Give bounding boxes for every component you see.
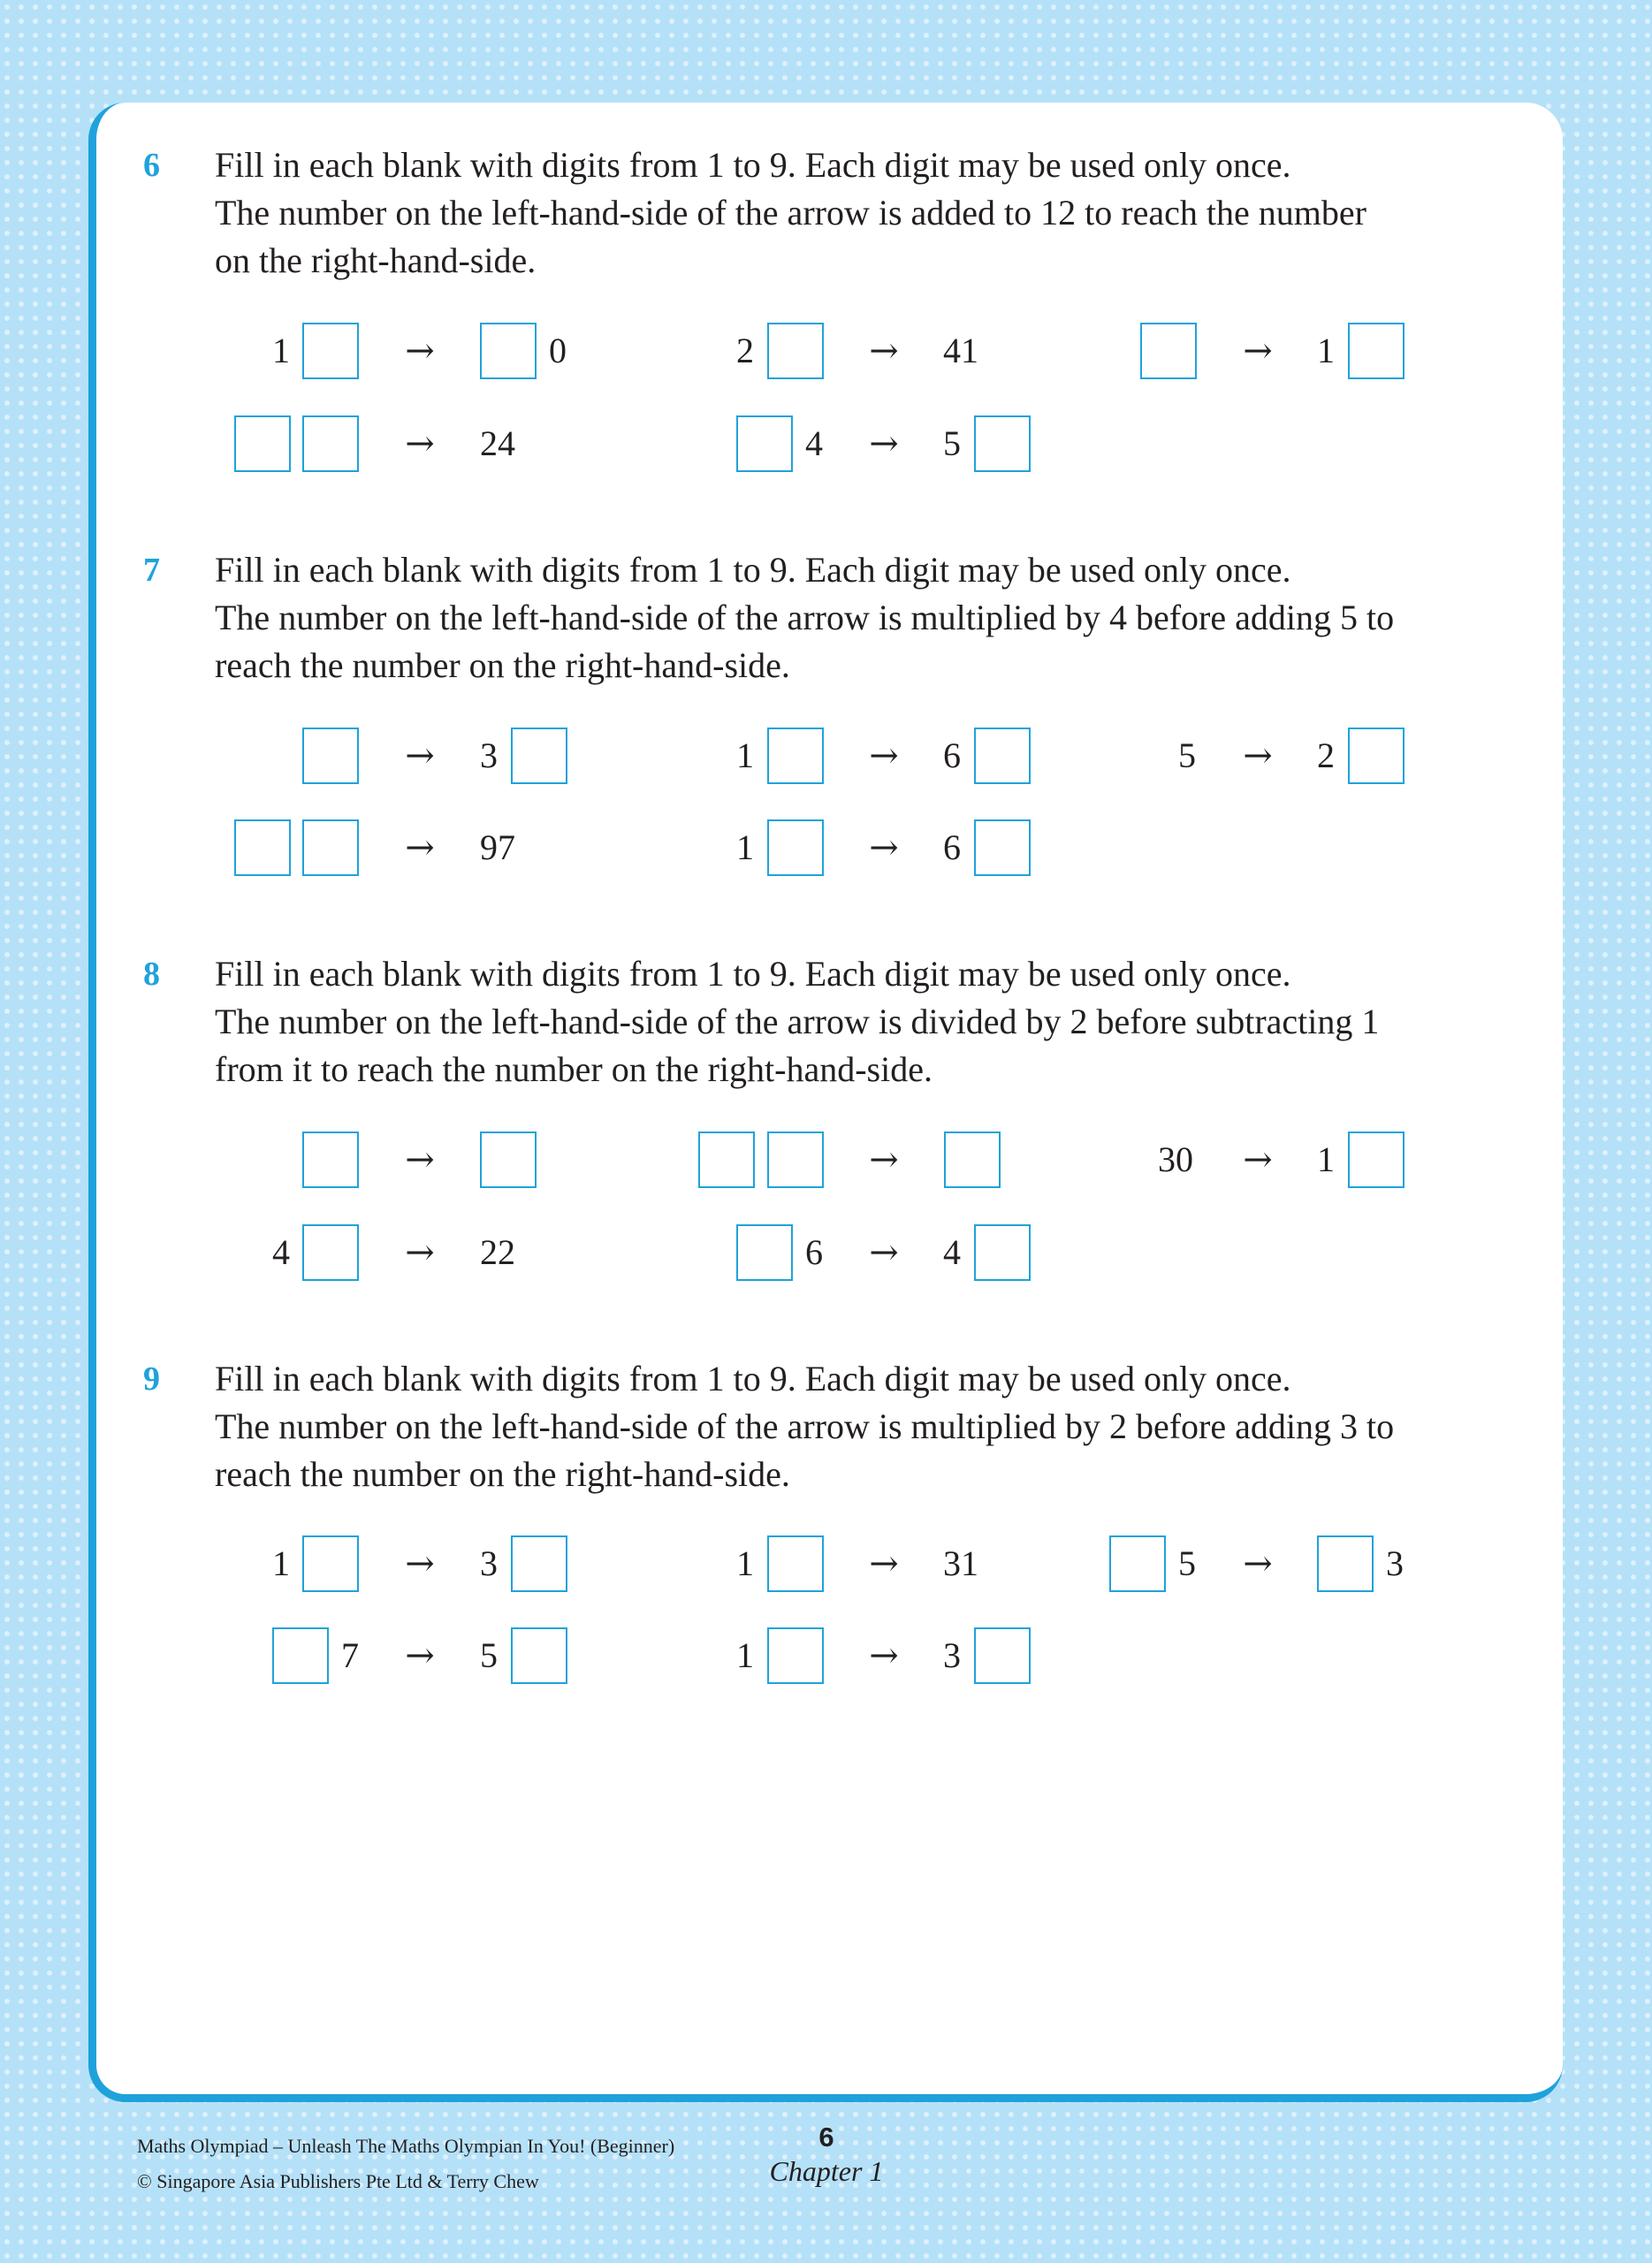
page-number: 6 — [818, 2122, 834, 2153]
arrow-icon: → — [405, 1635, 435, 1676]
digit-text: 1 — [1317, 331, 1335, 370]
question-line: reach the number on the right-hand-side. — [215, 645, 790, 685]
question-text — [215, 141, 1532, 285]
arrow-icon: → — [869, 735, 899, 776]
digit-text: 22 — [480, 1232, 515, 1272]
question-text — [215, 1355, 1532, 1498]
digit-text: 1 — [736, 1635, 754, 1675]
digit-text: 0 — [549, 331, 567, 370]
answer-box[interactable] — [974, 728, 1031, 784]
arrow-icon: → — [869, 1232, 899, 1273]
digit-text: 1 — [736, 735, 754, 775]
digit-text: 4 — [943, 1232, 961, 1272]
arrow-icon: → — [405, 1543, 435, 1584]
answer-box[interactable] — [480, 323, 537, 379]
arrow-icon: → — [869, 1543, 899, 1584]
answer-box[interactable] — [974, 415, 1031, 472]
arrow-icon: → — [1243, 1543, 1273, 1584]
digit-text: 3 — [480, 1543, 498, 1583]
arrow-icon: → — [405, 735, 435, 776]
question-text — [215, 950, 1532, 1093]
question-line: The number on the left-hand-side of the arrow is multiplied by 4 before adding 5 to — [215, 598, 1395, 637]
arrow-icon: → — [869, 827, 899, 868]
digit-text: 6 — [805, 1232, 823, 1272]
digit-text: 5 — [480, 1635, 498, 1675]
book-title: Maths Olympiad – Unleash The Maths Olympian In You! (Beginner) — [137, 2135, 675, 2157]
digit-text: 4 — [805, 423, 823, 463]
digit-text: 3 — [480, 735, 498, 775]
answer-box[interactable] — [302, 323, 359, 379]
arrow-icon: → — [405, 827, 435, 868]
answer-box[interactable] — [974, 1224, 1031, 1281]
answer-box[interactable] — [511, 728, 567, 784]
answer-box[interactable] — [736, 1224, 793, 1281]
answer-box[interactable] — [234, 819, 291, 876]
answer-box[interactable] — [302, 819, 359, 876]
answer-box[interactable] — [974, 819, 1031, 876]
arrow-icon: → — [869, 1139, 899, 1180]
question-text — [215, 546, 1532, 690]
answer-box[interactable] — [302, 728, 359, 784]
question-line: from it to reach the number on the right-hand-side. — [215, 1049, 933, 1089]
digit-text: 97 — [480, 827, 515, 867]
arrow-icon: → — [405, 1232, 435, 1273]
question-line: on the right-hand-side. — [215, 240, 537, 280]
arrow-icon: → — [405, 1139, 435, 1180]
answer-box[interactable] — [272, 1627, 329, 1684]
digit-text: 5 — [1178, 1543, 1196, 1583]
answer-box[interactable] — [974, 1627, 1031, 1684]
answer-box[interactable] — [511, 1627, 567, 1684]
answer-box[interactable] — [767, 819, 824, 876]
question-line: Fill in each blank with digits from 1 to 9. Each digit may be used only once. — [215, 1359, 1291, 1398]
answer-box[interactable] — [767, 323, 824, 379]
worksheet-card — [88, 103, 1563, 2102]
answer-box[interactable] — [302, 1535, 359, 1592]
arrow-icon: → — [1243, 331, 1273, 371]
answer-box[interactable] — [1140, 323, 1197, 379]
digit-text: 6 — [943, 827, 961, 867]
answer-box[interactable] — [767, 1535, 824, 1592]
digit-text: 41 — [943, 331, 978, 370]
digit-text: 3 — [943, 1635, 961, 1675]
answer-box[interactable] — [234, 415, 291, 472]
answer-box[interactable] — [1109, 1535, 1166, 1592]
arrow-icon: → — [1243, 1139, 1273, 1180]
answer-box[interactable] — [1348, 323, 1405, 379]
chapter-label: Chapter 1 — [769, 2155, 884, 2187]
question-number: 8 — [143, 956, 160, 993]
digit-text: 1 — [736, 1543, 754, 1583]
arrow-icon: → — [405, 331, 435, 371]
answer-box[interactable] — [767, 1132, 824, 1188]
question-line: The number on the left-hand-side of the arrow is multiplied by 2 before adding 3 to — [215, 1406, 1395, 1446]
question-line: Fill in each blank with digits from 1 to 9. Each digit may be used only once. — [215, 954, 1291, 994]
answer-box[interactable] — [480, 1132, 537, 1188]
copyright-text: © Singapore Asia Publishers Pte Ltd & Terry Chew — [137, 2170, 539, 2192]
answer-box[interactable] — [1317, 1535, 1374, 1592]
footer-credits — [137, 2129, 674, 2199]
answer-box[interactable] — [698, 1132, 755, 1188]
answer-box[interactable] — [767, 1627, 824, 1684]
question-line: Fill in each blank with digits from 1 to 9. Each digit may be used only once. — [215, 145, 1291, 185]
question-number: 9 — [143, 1360, 160, 1398]
arrow-icon: → — [405, 423, 435, 464]
answer-box[interactable] — [511, 1535, 567, 1592]
digit-text: 6 — [943, 735, 961, 775]
arrow-icon: → — [869, 1635, 899, 1676]
question-line: The number on the left-hand-side of the arrow is added to 12 to reach the number — [215, 193, 1367, 232]
question-line: The number on the left-hand-side of the arrow is divided by 2 before subtracting 1 — [215, 1002, 1380, 1041]
answer-box[interactable] — [767, 728, 824, 784]
answer-box[interactable] — [1348, 728, 1405, 784]
answer-box[interactable] — [302, 1224, 359, 1281]
digit-text: 1 — [736, 827, 754, 867]
answer-box[interactable] — [944, 1132, 1001, 1188]
digit-text: 5 — [1178, 735, 1196, 775]
digit-text: 30 — [1158, 1139, 1193, 1179]
digit-text: 5 — [943, 423, 961, 463]
answer-box[interactable] — [736, 415, 793, 472]
digit-text: 24 — [480, 423, 515, 463]
digit-text: 7 — [341, 1635, 359, 1675]
arrow-icon: → — [1243, 735, 1273, 776]
question-number: 6 — [143, 147, 160, 184]
digit-text: 2 — [736, 331, 754, 370]
digit-text: 31 — [943, 1543, 978, 1583]
arrow-icon: → — [869, 423, 899, 464]
question-number: 7 — [143, 552, 160, 589]
digit-text: 1 — [272, 1543, 290, 1583]
arrow-icon: → — [869, 331, 899, 371]
answer-box[interactable] — [302, 415, 359, 472]
digit-text: 2 — [1317, 735, 1335, 775]
digit-text: 1 — [1317, 1139, 1335, 1179]
digit-text: 3 — [1386, 1543, 1404, 1583]
answer-box[interactable] — [302, 1132, 359, 1188]
question-line: reach the number on the right-hand-side. — [215, 1454, 790, 1494]
digit-text: 4 — [272, 1232, 290, 1272]
digit-text: 1 — [272, 331, 290, 370]
question-line: Fill in each blank with digits from 1 to 9. Each digit may be used only once. — [215, 550, 1291, 590]
answer-box[interactable] — [1348, 1132, 1405, 1188]
